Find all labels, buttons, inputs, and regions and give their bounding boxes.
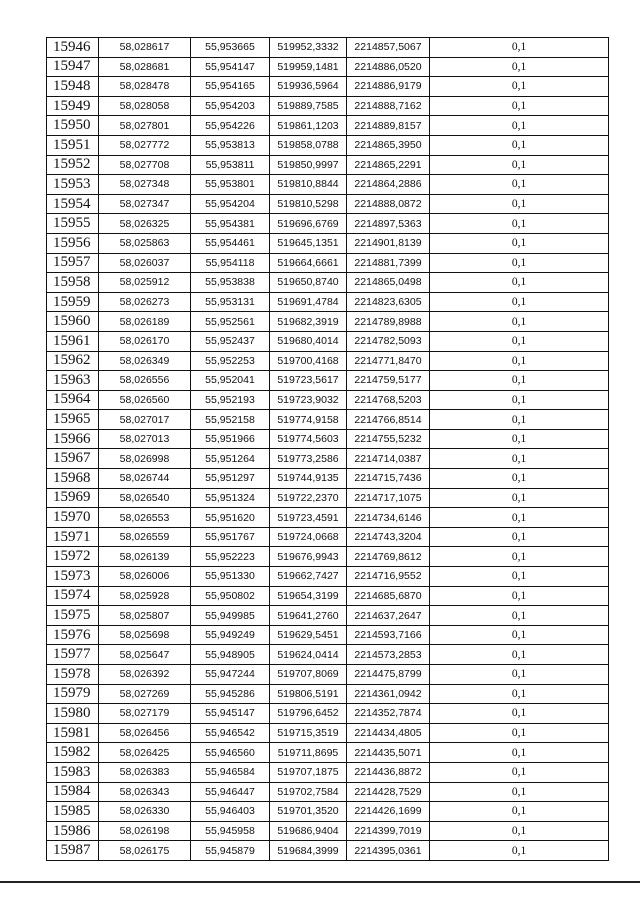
longitude-cell: 55,951324 [191, 488, 270, 508]
longitude-cell: 55,954226 [191, 116, 270, 136]
coord-y-cell: 2214734,6146 [347, 508, 430, 528]
table-row [47, 57, 609, 77]
table-row [47, 253, 609, 273]
coord-x-cell: 519959,1481 [270, 57, 347, 77]
coord-y-cell: 2214436,8872 [347, 762, 430, 782]
coord-x-cell: 519662,7427 [270, 567, 347, 587]
point-number-cell: 15957 [47, 253, 99, 273]
accuracy-cell: 0,1 [430, 214, 609, 234]
coord-y-cell: 2214759,5177 [347, 371, 430, 391]
coord-x-cell: 519629,5451 [270, 625, 347, 645]
table-body [47, 38, 609, 861]
coord-x-cell: 519773,2586 [270, 449, 347, 469]
coord-x-cell: 519682,3919 [270, 312, 347, 332]
coord-x-cell: 519707,1875 [270, 762, 347, 782]
latitude-cell: 58,026189 [99, 312, 191, 332]
latitude-cell: 58,025912 [99, 273, 191, 293]
latitude-cell: 58,026273 [99, 292, 191, 312]
coord-x-cell: 519861,1203 [270, 116, 347, 136]
table-row [47, 488, 609, 508]
coord-x-cell: 519707,8069 [270, 665, 347, 685]
coord-x-cell: 519680,4014 [270, 331, 347, 351]
coord-x-cell: 519774,5603 [270, 429, 347, 449]
longitude-cell: 55,945958 [191, 821, 270, 841]
table-row [47, 684, 609, 704]
accuracy-cell: 0,1 [430, 469, 609, 489]
longitude-cell: 55,952193 [191, 390, 270, 410]
coord-y-cell: 2214434,4805 [347, 723, 430, 743]
coord-x-cell: 519806,5191 [270, 684, 347, 704]
page-bottom-rule [0, 881, 640, 883]
coord-y-cell: 2214886,0520 [347, 57, 430, 77]
point-number-cell: 15946 [47, 38, 99, 58]
point-number-cell: 15963 [47, 371, 99, 391]
accuracy-cell: 0,1 [430, 429, 609, 449]
accuracy-cell: 0,1 [430, 782, 609, 802]
point-number-cell: 15985 [47, 802, 99, 822]
latitude-cell: 58,028681 [99, 57, 191, 77]
coord-y-cell: 2214743,3204 [347, 527, 430, 547]
latitude-cell: 58,026330 [99, 802, 191, 822]
point-number-cell: 15973 [47, 567, 99, 587]
coord-x-cell: 519850,9997 [270, 155, 347, 175]
table-row [47, 743, 609, 763]
point-number-cell: 15974 [47, 586, 99, 606]
table-row [47, 331, 609, 351]
table-row [47, 508, 609, 528]
accuracy-cell: 0,1 [430, 233, 609, 253]
latitude-cell: 58,026392 [99, 665, 191, 685]
accuracy-cell: 0,1 [430, 390, 609, 410]
accuracy-cell: 0,1 [430, 292, 609, 312]
longitude-cell: 55,952041 [191, 371, 270, 391]
table-row [47, 606, 609, 626]
latitude-cell: 58,026383 [99, 762, 191, 782]
table-row [47, 371, 609, 391]
latitude-cell: 58,026744 [99, 469, 191, 489]
coord-y-cell: 2214782,5093 [347, 331, 430, 351]
point-number-cell: 15964 [47, 390, 99, 410]
accuracy-cell: 0,1 [430, 625, 609, 645]
coord-x-cell: 519810,8844 [270, 175, 347, 195]
accuracy-cell: 0,1 [430, 371, 609, 391]
accuracy-cell: 0,1 [430, 449, 609, 469]
coord-y-cell: 2214897,5363 [347, 214, 430, 234]
point-number-cell: 15979 [47, 684, 99, 704]
latitude-cell: 58,026998 [99, 449, 191, 469]
coord-x-cell: 519650,8740 [270, 273, 347, 293]
latitude-cell: 58,026037 [99, 253, 191, 273]
table-row [47, 762, 609, 782]
longitude-cell: 55,954203 [191, 96, 270, 116]
coord-y-cell: 2214888,7162 [347, 96, 430, 116]
coord-x-cell: 519952,3332 [270, 38, 347, 58]
coord-x-cell: 519645,1351 [270, 233, 347, 253]
table-row [47, 547, 609, 567]
table-row [47, 155, 609, 175]
point-number-cell: 15970 [47, 508, 99, 528]
table-row [47, 704, 609, 724]
accuracy-cell: 0,1 [430, 116, 609, 136]
longitude-cell: 55,945147 [191, 704, 270, 724]
latitude-cell: 58,026139 [99, 547, 191, 567]
coord-x-cell: 519676,9943 [270, 547, 347, 567]
latitude-cell: 58,026006 [99, 567, 191, 587]
accuracy-cell: 0,1 [430, 684, 609, 704]
table-row [47, 96, 609, 116]
accuracy-cell: 0,1 [430, 586, 609, 606]
latitude-cell: 58,026425 [99, 743, 191, 763]
latitude-cell: 58,025807 [99, 606, 191, 626]
coord-x-cell: 519774,9158 [270, 410, 347, 430]
longitude-cell: 55,946447 [191, 782, 270, 802]
table-row [47, 586, 609, 606]
longitude-cell: 55,954381 [191, 214, 270, 234]
coord-y-cell: 2214768,5203 [347, 390, 430, 410]
latitude-cell: 58,027347 [99, 194, 191, 214]
coord-y-cell: 2214352,7874 [347, 704, 430, 724]
table-row [47, 233, 609, 253]
accuracy-cell: 0,1 [430, 508, 609, 528]
latitude-cell: 58,027179 [99, 704, 191, 724]
point-number-cell: 15975 [47, 606, 99, 626]
coord-y-cell: 2214865,0498 [347, 273, 430, 293]
point-number-cell: 15952 [47, 155, 99, 175]
latitude-cell: 58,027348 [99, 175, 191, 195]
coord-x-cell: 519722,2370 [270, 488, 347, 508]
coord-x-cell: 519715,3519 [270, 723, 347, 743]
coord-y-cell: 2214886,9179 [347, 77, 430, 97]
point-number-cell: 15965 [47, 410, 99, 430]
coordinates-table [46, 37, 609, 861]
coord-y-cell: 2214901,8139 [347, 233, 430, 253]
point-number-cell: 15948 [47, 77, 99, 97]
coord-x-cell: 519624,0414 [270, 645, 347, 665]
point-number-cell: 15969 [47, 488, 99, 508]
point-number-cell: 15960 [47, 312, 99, 332]
longitude-cell: 55,953811 [191, 155, 270, 175]
point-number-cell: 15961 [47, 331, 99, 351]
point-number-cell: 15947 [47, 57, 99, 77]
point-number-cell: 15953 [47, 175, 99, 195]
coord-y-cell: 2214755,5232 [347, 429, 430, 449]
coord-y-cell: 2214428,7529 [347, 782, 430, 802]
coord-y-cell: 2214361,0942 [347, 684, 430, 704]
table-row [47, 38, 609, 58]
latitude-cell: 58,026560 [99, 390, 191, 410]
longitude-cell: 55,953131 [191, 292, 270, 312]
point-number-cell: 15956 [47, 233, 99, 253]
table-row [47, 351, 609, 371]
coord-x-cell: 519723,4591 [270, 508, 347, 528]
longitude-cell: 55,953813 [191, 135, 270, 155]
accuracy-cell: 0,1 [430, 743, 609, 763]
longitude-cell: 55,950802 [191, 586, 270, 606]
latitude-cell: 58,028058 [99, 96, 191, 116]
coord-x-cell: 519701,3520 [270, 802, 347, 822]
longitude-cell: 55,945286 [191, 684, 270, 704]
coord-x-cell: 519889,7585 [270, 96, 347, 116]
accuracy-cell: 0,1 [430, 273, 609, 293]
coord-y-cell: 2214889,8157 [347, 116, 430, 136]
coord-y-cell: 2214865,2291 [347, 155, 430, 175]
latitude-cell: 58,027269 [99, 684, 191, 704]
accuracy-cell: 0,1 [430, 253, 609, 273]
coord-y-cell: 2214399,7019 [347, 821, 430, 841]
table-row [47, 390, 609, 410]
longitude-cell: 55,954165 [191, 77, 270, 97]
coord-y-cell: 2214685,6870 [347, 586, 430, 606]
longitude-cell: 55,954461 [191, 233, 270, 253]
accuracy-cell: 0,1 [430, 547, 609, 567]
coord-y-cell: 2214426,1699 [347, 802, 430, 822]
latitude-cell: 58,027017 [99, 410, 191, 430]
coord-y-cell: 2214395,0361 [347, 841, 430, 861]
coord-y-cell: 2214573,2853 [347, 645, 430, 665]
accuracy-cell: 0,1 [430, 802, 609, 822]
latitude-cell: 58,027013 [99, 429, 191, 449]
latitude-cell: 58,026553 [99, 508, 191, 528]
accuracy-cell: 0,1 [430, 567, 609, 587]
coord-y-cell: 2214888,0872 [347, 194, 430, 214]
accuracy-cell: 0,1 [430, 351, 609, 371]
point-number-cell: 15971 [47, 527, 99, 547]
latitude-cell: 58,025863 [99, 233, 191, 253]
longitude-cell: 55,946560 [191, 743, 270, 763]
table-row [47, 449, 609, 469]
latitude-cell: 58,027708 [99, 155, 191, 175]
longitude-cell: 55,949985 [191, 606, 270, 626]
table-row [47, 802, 609, 822]
accuracy-cell: 0,1 [430, 645, 609, 665]
coord-y-cell: 2214823,6305 [347, 292, 430, 312]
coord-x-cell: 519700,4168 [270, 351, 347, 371]
point-number-cell: 15955 [47, 214, 99, 234]
table-row [47, 292, 609, 312]
longitude-cell: 55,952223 [191, 547, 270, 567]
table-row [47, 821, 609, 841]
coord-y-cell: 2214865,3950 [347, 135, 430, 155]
coord-y-cell: 2214714,0387 [347, 449, 430, 469]
coord-x-cell: 519810,5298 [270, 194, 347, 214]
accuracy-cell: 0,1 [430, 77, 609, 97]
table-row [47, 135, 609, 155]
table-row [47, 782, 609, 802]
longitude-cell: 55,951966 [191, 429, 270, 449]
latitude-cell: 58,026343 [99, 782, 191, 802]
point-number-cell: 15987 [47, 841, 99, 861]
coord-x-cell: 519796,6452 [270, 704, 347, 724]
table-row [47, 665, 609, 685]
point-number-cell: 15958 [47, 273, 99, 293]
latitude-cell: 58,028478 [99, 77, 191, 97]
coord-y-cell: 2214717,1075 [347, 488, 430, 508]
latitude-cell: 58,026540 [99, 488, 191, 508]
accuracy-cell: 0,1 [430, 331, 609, 351]
longitude-cell: 55,951264 [191, 449, 270, 469]
accuracy-cell: 0,1 [430, 762, 609, 782]
coord-y-cell: 2214475,8799 [347, 665, 430, 685]
point-number-cell: 15983 [47, 762, 99, 782]
longitude-cell: 55,951620 [191, 508, 270, 528]
accuracy-cell: 0,1 [430, 723, 609, 743]
latitude-cell: 58,026559 [99, 527, 191, 547]
coord-x-cell: 519641,2760 [270, 606, 347, 626]
table-row [47, 312, 609, 332]
coord-y-cell: 2214769,8612 [347, 547, 430, 567]
point-number-cell: 15954 [47, 194, 99, 214]
accuracy-cell: 0,1 [430, 57, 609, 77]
coord-y-cell: 2214593,7166 [347, 625, 430, 645]
longitude-cell: 55,946403 [191, 802, 270, 822]
table-row [47, 567, 609, 587]
longitude-cell: 55,954147 [191, 57, 270, 77]
longitude-cell: 55,954118 [191, 253, 270, 273]
point-number-cell: 15951 [47, 135, 99, 155]
accuracy-cell: 0,1 [430, 606, 609, 626]
longitude-cell: 55,952437 [191, 331, 270, 351]
point-number-cell: 15950 [47, 116, 99, 136]
latitude-cell: 58,026325 [99, 214, 191, 234]
latitude-cell: 58,027772 [99, 135, 191, 155]
latitude-cell: 58,025698 [99, 625, 191, 645]
latitude-cell: 58,025647 [99, 645, 191, 665]
coord-y-cell: 2214789,8988 [347, 312, 430, 332]
table-row [47, 527, 609, 547]
table-row [47, 194, 609, 214]
coord-x-cell: 519723,9032 [270, 390, 347, 410]
coord-y-cell: 2214435,5071 [347, 743, 430, 763]
accuracy-cell: 0,1 [430, 155, 609, 175]
longitude-cell: 55,946542 [191, 723, 270, 743]
coord-x-cell: 519724,0668 [270, 527, 347, 547]
accuracy-cell: 0,1 [430, 841, 609, 861]
accuracy-cell: 0,1 [430, 96, 609, 116]
coord-y-cell: 2214857,5067 [347, 38, 430, 58]
coord-x-cell: 519711,8695 [270, 743, 347, 763]
point-number-cell: 15977 [47, 645, 99, 665]
table-row [47, 214, 609, 234]
longitude-cell: 55,953665 [191, 38, 270, 58]
point-number-cell: 15986 [47, 821, 99, 841]
latitude-cell: 58,026198 [99, 821, 191, 841]
accuracy-cell: 0,1 [430, 135, 609, 155]
coord-x-cell: 519664,6661 [270, 253, 347, 273]
accuracy-cell: 0,1 [430, 175, 609, 195]
latitude-cell: 58,026170 [99, 331, 191, 351]
coord-y-cell: 2214771,8470 [347, 351, 430, 371]
longitude-cell: 55,947244 [191, 665, 270, 685]
longitude-cell: 55,954204 [191, 194, 270, 214]
accuracy-cell: 0,1 [430, 704, 609, 724]
accuracy-cell: 0,1 [430, 665, 609, 685]
coord-x-cell: 519723,5617 [270, 371, 347, 391]
coord-x-cell: 519702,7584 [270, 782, 347, 802]
point-number-cell: 15966 [47, 429, 99, 449]
longitude-cell: 55,946584 [191, 762, 270, 782]
point-number-cell: 15967 [47, 449, 99, 469]
coord-x-cell: 519654,3199 [270, 586, 347, 606]
point-number-cell: 15978 [47, 665, 99, 685]
table-row [47, 175, 609, 195]
coord-y-cell: 2214766,8514 [347, 410, 430, 430]
table-row [47, 77, 609, 97]
longitude-cell: 55,949249 [191, 625, 270, 645]
point-number-cell: 15981 [47, 723, 99, 743]
accuracy-cell: 0,1 [430, 194, 609, 214]
latitude-cell: 58,026456 [99, 723, 191, 743]
table-row [47, 723, 609, 743]
longitude-cell: 55,952253 [191, 351, 270, 371]
table-row [47, 841, 609, 861]
coord-x-cell: 519858,0788 [270, 135, 347, 155]
point-number-cell: 15972 [47, 547, 99, 567]
latitude-cell: 58,028617 [99, 38, 191, 58]
accuracy-cell: 0,1 [430, 410, 609, 430]
table-row [47, 429, 609, 449]
longitude-cell: 55,951297 [191, 469, 270, 489]
latitude-cell: 58,026349 [99, 351, 191, 371]
coord-y-cell: 2214716,9552 [347, 567, 430, 587]
longitude-cell: 55,952561 [191, 312, 270, 332]
longitude-cell: 55,953838 [191, 273, 270, 293]
table-row [47, 410, 609, 430]
latitude-cell: 58,026556 [99, 371, 191, 391]
latitude-cell: 58,025928 [99, 586, 191, 606]
longitude-cell: 55,945879 [191, 841, 270, 861]
coord-y-cell: 2214881,7399 [347, 253, 430, 273]
coord-x-cell: 519936,5964 [270, 77, 347, 97]
point-number-cell: 15984 [47, 782, 99, 802]
accuracy-cell: 0,1 [430, 821, 609, 841]
coord-x-cell: 519696,6769 [270, 214, 347, 234]
coord-y-cell: 2214864,2886 [347, 175, 430, 195]
table-row [47, 625, 609, 645]
coord-x-cell: 519691,4784 [270, 292, 347, 312]
longitude-cell: 55,953801 [191, 175, 270, 195]
point-number-cell: 15976 [47, 625, 99, 645]
accuracy-cell: 0,1 [430, 38, 609, 58]
point-number-cell: 15949 [47, 96, 99, 116]
longitude-cell: 55,951767 [191, 527, 270, 547]
point-number-cell: 15959 [47, 292, 99, 312]
point-number-cell: 15968 [47, 469, 99, 489]
accuracy-cell: 0,1 [430, 527, 609, 547]
table-row [47, 645, 609, 665]
point-number-cell: 15962 [47, 351, 99, 371]
table-row [47, 273, 609, 293]
accuracy-cell: 0,1 [430, 312, 609, 332]
table-row [47, 469, 609, 489]
coord-y-cell: 2214637,2647 [347, 606, 430, 626]
table-row [47, 116, 609, 136]
longitude-cell: 55,948905 [191, 645, 270, 665]
latitude-cell: 58,027801 [99, 116, 191, 136]
coord-x-cell: 519686,9404 [270, 821, 347, 841]
coord-x-cell: 519744,9135 [270, 469, 347, 489]
coord-x-cell: 519684,3999 [270, 841, 347, 861]
longitude-cell: 55,952158 [191, 410, 270, 430]
latitude-cell: 58,026175 [99, 841, 191, 861]
coord-y-cell: 2214715,7436 [347, 469, 430, 489]
point-number-cell: 15982 [47, 743, 99, 763]
longitude-cell: 55,951330 [191, 567, 270, 587]
point-number-cell: 15980 [47, 704, 99, 724]
accuracy-cell: 0,1 [430, 488, 609, 508]
